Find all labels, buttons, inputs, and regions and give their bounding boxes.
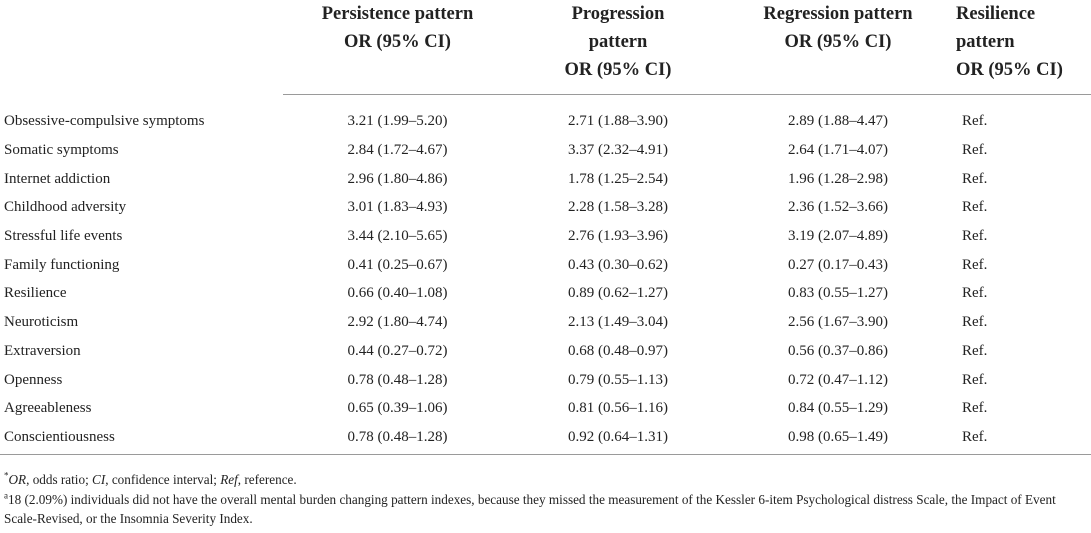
table-row	[0, 194, 1091, 223]
table-cell: 0.89 (0.62–1.27)	[568, 285, 668, 302]
footnote-a	[4, 490, 1086, 529]
row-label: Openness	[4, 371, 63, 388]
table-cell: 0.98 (0.65–1.49)	[788, 428, 888, 445]
table-row	[0, 251, 1091, 280]
column-header-1: Persistence pattern OR (95% CI)	[283, 0, 512, 94]
table-cell: 0.56 (0.37–0.86)	[788, 342, 888, 359]
table-header-row	[0, 0, 1091, 94]
table-cell: Ref.	[962, 170, 988, 187]
table-row	[0, 136, 1091, 165]
table-cell: 2.13 (1.49–3.04)	[568, 314, 668, 331]
table-cell: 1.78 (1.25–2.54)	[568, 170, 668, 187]
row-label: Somatic symptoms	[4, 142, 119, 159]
table-row	[0, 337, 1091, 366]
table-cell: Ref.	[962, 371, 988, 388]
table-cell: 0.84 (0.55–1.29)	[788, 400, 888, 417]
table-cell: 2.71 (1.88–3.90)	[568, 113, 668, 130]
row-label: Conscientiousness	[4, 428, 115, 445]
table-cell: Ref.	[962, 400, 988, 417]
table-cell: Ref.	[962, 142, 988, 159]
table-body	[0, 94, 1091, 452]
table-cell: 0.65 (0.39–1.06)	[347, 400, 448, 417]
table-cell: 2.64 (1.71–4.07)	[788, 142, 888, 159]
table-cell: Ref.	[962, 342, 988, 359]
row-label: Internet addiction	[4, 170, 111, 187]
table-cell: Ref.	[962, 428, 988, 445]
table-cell: 2.96 (1.80–4.86)	[347, 170, 448, 187]
column-header-3: Regression pattern OR (95% CI)	[724, 0, 952, 94]
row-label: Childhood adversity	[4, 199, 127, 216]
row-label: Resilience	[4, 285, 67, 302]
table-row	[0, 423, 1091, 452]
row-label: Neuroticism	[4, 314, 79, 331]
table-cell: 0.83 (0.55–1.27)	[788, 285, 888, 302]
table-cell: 3.37 (2.32–4.91)	[568, 142, 668, 159]
table-cell: Ref.	[962, 199, 988, 216]
table-row	[0, 94, 1091, 136]
column-header-2: Progression pattern OR (95% CI)	[512, 0, 724, 94]
table-cell: 0.81 (0.56–1.16)	[568, 400, 668, 417]
table-cell: Ref.	[962, 228, 988, 245]
header-blank	[0, 0, 283, 94]
table-row	[0, 308, 1091, 337]
table-cell: 0.68 (0.48–0.97)	[568, 342, 668, 359]
table-cell: 0.44 (0.27–0.72)	[347, 342, 448, 359]
table-cell: 2.36 (1.52–3.66)	[788, 199, 888, 216]
table-cell: 3.01 (1.83–4.93)	[347, 199, 448, 216]
table-cell: 1.96 (1.28–2.98)	[788, 170, 888, 187]
footnote-abbreviations	[4, 470, 1086, 490]
table-cell: 0.78 (0.48–1.28)	[347, 371, 448, 388]
table-row	[0, 366, 1091, 395]
row-label: Obsessive-compulsive symptoms	[4, 113, 205, 130]
table-row	[0, 394, 1091, 423]
table-cell: 0.79 (0.55–1.13)	[568, 371, 668, 388]
table-cell: 0.72 (0.47–1.12)	[788, 371, 888, 388]
table-cell: Ref.	[962, 113, 988, 130]
table-cell: 0.43 (0.30–0.62)	[568, 256, 668, 273]
table-cell: 3.44 (2.10–5.65)	[347, 228, 448, 245]
row-label: Family functioning	[4, 256, 120, 273]
row-label: Stressful life events	[4, 228, 123, 245]
footnote-abbreviations-text: OR, odds ratio; CI, confidence interval; Ref, reference.	[8, 472, 297, 487]
table-cell: 2.28 (1.58–3.28)	[568, 199, 668, 216]
table-row	[0, 222, 1091, 251]
table-cell: 0.41 (0.25–0.67)	[347, 256, 448, 273]
table-cell: Ref.	[962, 314, 988, 331]
footnote-a-text: 18 (2.09%) individuals did not have the overall mental burden changing pattern indexes, because they missed the measurement of the Kessler 6-item Psychological distress Scale, the Impact of Event Scale-Revised, or the Insomnia Severity Index.	[4, 491, 1056, 526]
table-cell: 0.92 (0.64–1.31)	[568, 428, 668, 445]
table-row	[0, 280, 1091, 309]
table-cell: 0.78 (0.48–1.28)	[347, 428, 448, 445]
table-footnotes	[4, 470, 1086, 529]
table-bottom-rule	[0, 454, 1091, 455]
table-cell: 2.84 (1.72–4.67)	[347, 142, 448, 159]
footnote-mark: *	[4, 470, 9, 481]
row-label: Extraversion	[4, 342, 81, 359]
table-row	[0, 165, 1091, 194]
table-cell: 2.89 (1.88–4.47)	[788, 113, 888, 130]
table-cell: 2.92 (1.80–4.74)	[347, 314, 448, 331]
table-cell: 0.66 (0.40–1.08)	[347, 285, 448, 302]
table-cell: 3.19 (2.07–4.89)	[788, 228, 888, 245]
table-cell: 0.27 (0.17–0.43)	[788, 256, 888, 273]
table-cell: 3.21 (1.99–5.20)	[347, 113, 448, 130]
footnote-mark-a: a	[4, 490, 8, 501]
table-cell: 2.76 (1.93–3.96)	[568, 228, 668, 245]
column-header-4: Resilience pattern OR (95% CI)	[952, 0, 1091, 94]
row-label: Agreeableness	[4, 400, 92, 417]
table-cell: 2.56 (1.67–3.90)	[788, 314, 888, 331]
table-cell: Ref.	[962, 285, 988, 302]
table-cell: Ref.	[962, 256, 988, 273]
